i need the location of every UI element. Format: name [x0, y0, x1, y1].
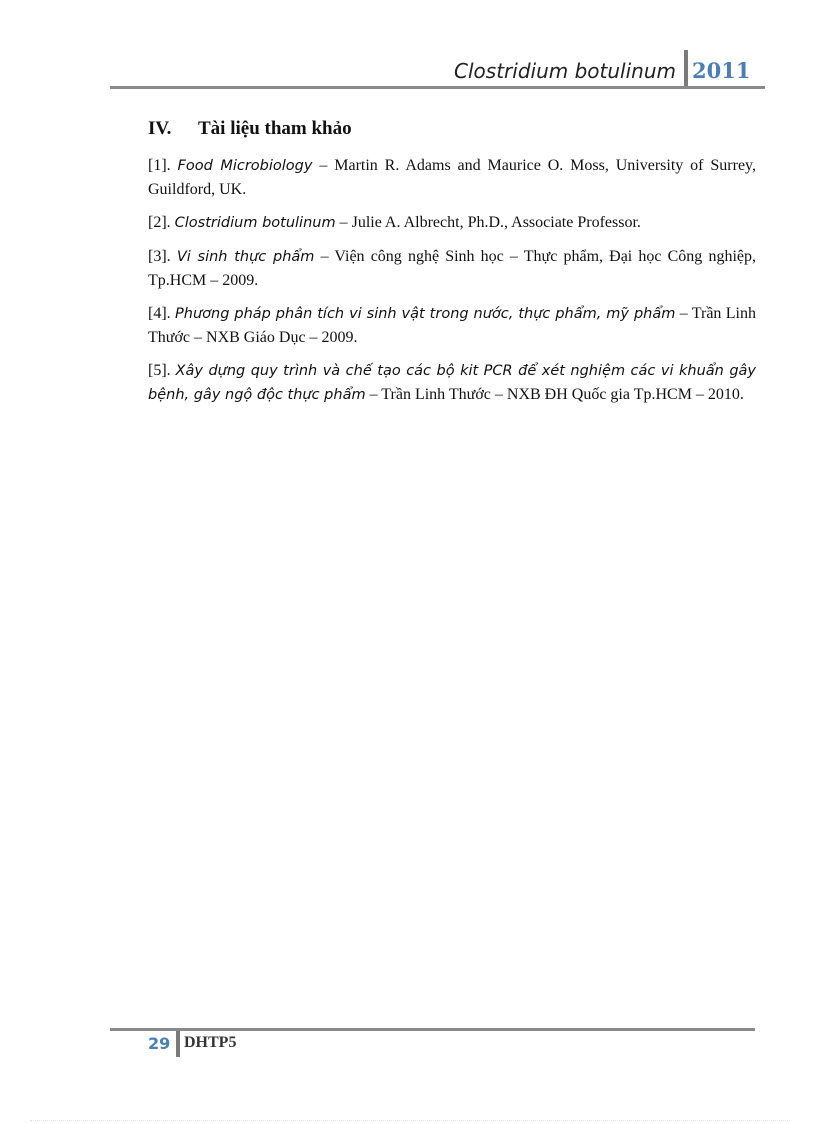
reference-details: – Trần Linh Thước – NXB ĐH Quốc gia Tp.HCM – 2010. — [365, 386, 744, 403]
reference-number: [4]. — [148, 305, 171, 322]
reference-details: – Trần Linh Thước – NXB Giáo Dục – 2009. — [148, 305, 756, 346]
header-title: Clostridium botulinum — [454, 59, 676, 83]
reference-title: Vi sinh thực phẩm — [176, 249, 315, 265]
reference-number: [2]. — [148, 214, 171, 231]
page-edge-line — [30, 1120, 790, 1121]
reference-item — [148, 245, 756, 292]
reference-details: – Martin R. Adams and Maurice O. Moss, University of Surrey, Guildford, UK. — [148, 157, 757, 198]
footer-rule — [110, 1028, 755, 1031]
section-heading — [148, 118, 756, 140]
reference-item — [148, 359, 756, 407]
reference-number: [1]. — [148, 157, 171, 174]
reference-details: – Viện công nghệ Sinh học – Thực phẩm, Đại học Công nghiệp, Tp.HCM – 2009. — [148, 248, 757, 289]
reference-item — [148, 302, 756, 349]
reference-title: Food Microbiology — [177, 158, 313, 174]
header-divider — [684, 50, 688, 86]
reference-title: Clostridium botulinum — [174, 215, 336, 231]
footer-label: DHTP5 — [184, 1034, 237, 1051]
header-year: 2011 — [692, 58, 751, 83]
section-number: IV. — [148, 118, 172, 139]
reference-number: [5]. — [148, 362, 171, 379]
reference-title: Xây dựng quy trình và chế tạo các bộ kit PCR để xét nghiệm các vi khuẩn gây bệnh, gây ngộ độc thực phẩm — [148, 363, 756, 403]
page-number: 29 — [148, 1034, 171, 1053]
reference-title: Phương pháp phân tích vi sinh vật trong nước, thực phẩm, mỹ phẩm — [175, 306, 676, 322]
footer-divider — [176, 1031, 180, 1057]
header-rule — [110, 86, 765, 89]
reference-item — [148, 154, 756, 201]
section-title: Tài liệu tham khảo — [198, 118, 352, 139]
document-body — [148, 118, 756, 417]
reference-item — [148, 211, 756, 235]
reference-number: [3]. — [148, 248, 171, 265]
reference-details: – Julie A. Albrecht, Ph.D., Associate Professor. — [335, 214, 641, 231]
